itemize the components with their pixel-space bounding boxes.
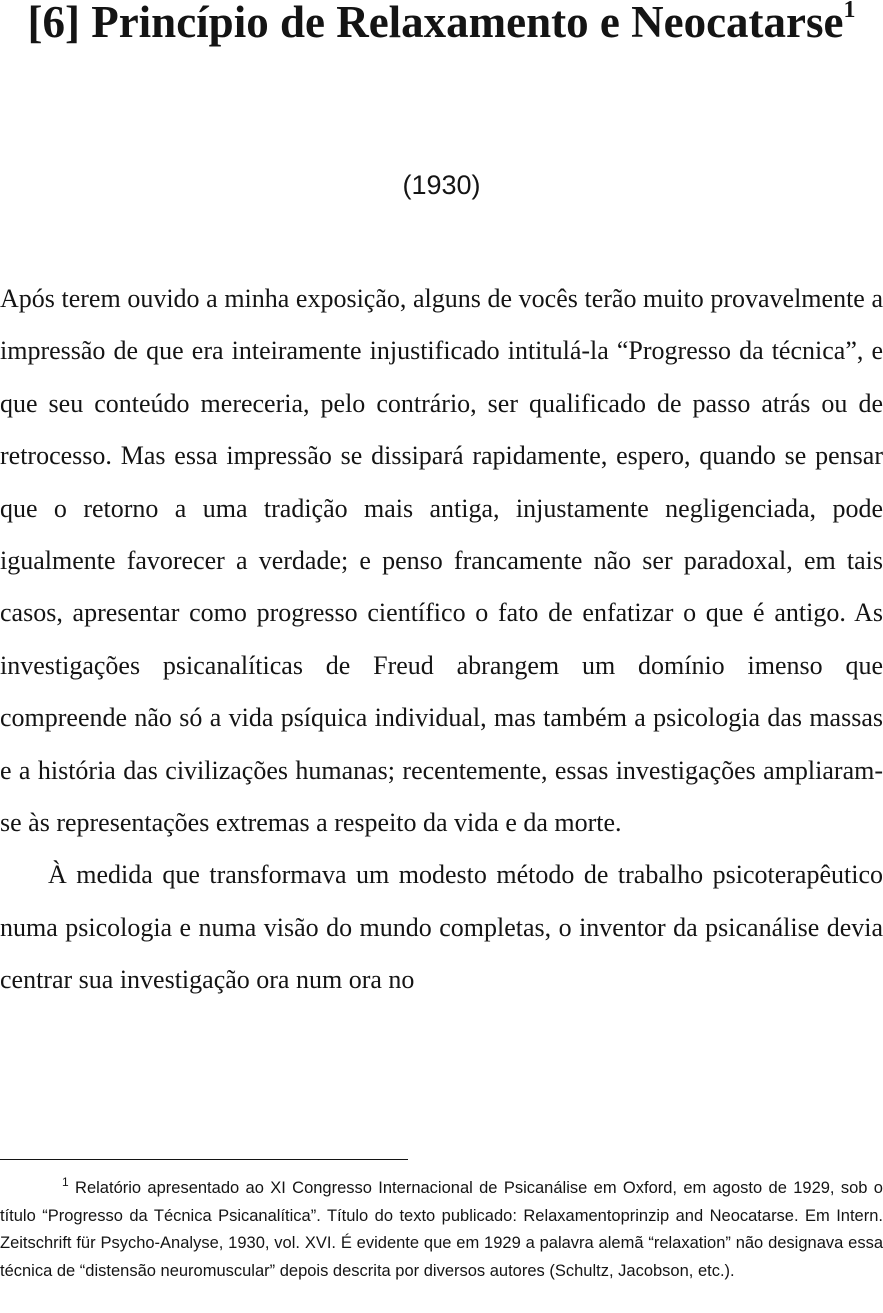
chapter-year: (1930) (402, 170, 481, 200)
paragraph-2: À medida que transformava um modesto método de trabalho psicoterapêutico numa psicologia e numa visão do mundo completas, o inventor da psicanálise devia centrar sua investigação ora num ora no (0, 860, 883, 995)
footnote (0, 1175, 883, 1285)
chapter-title (0, 0, 883, 52)
footnote-marker: 1 (62, 1175, 69, 1189)
paragraph-1: Após terem ouvido a minha exposição, alguns de vocês terão muito provavelmente a impressão de que era inteiramente injustificado intitulá-la “Progresso da técnica”, e que seu conteúdo mereceria, pelo contrário, ser qualificado de passo atrás ou de retrocesso. Mas essa impressão se dissipará rapidamente, espero, quando se pensar que o retorno a uma tradição mais antiga, injustamente negligenciada, pode igualmente favorecer a verdade; e penso francamente não ser paradoxal, em tais casos, apresentar como progresso científico o fato de enfatizar o que é antigo. As investigações psicanalíticas de Freud abrangem um domínio imenso que compreende não só a vida psíquica individual, mas também a psicologia das massas e a história das civilizações humanas; recentemente, essas investigações ampliaram-se às representações extremas a respeito da vida e da morte. (0, 284, 883, 838)
footnote-divider (0, 1159, 408, 1160)
body-text (0, 273, 883, 1007)
title-footnote-marker[interactable]: 1 (843, 0, 856, 23)
footnote-text: Relatório apresentado ao XI Congresso Internacional de Psicanálise em Oxford, em agosto de 1929, sob o título “Progresso da Técnica Psicanalítica”. Título do texto publicado: Relaxamentoprinzip and Neocatarse. Em Intern. Zeitschrift für Psycho-Analyse, 1930, vol. XVI. É evidente que em 1929 a palavra alemã “relaxation” não designava essa técnica de “distensão neuromuscular” depois descrita por diversos autores (Schultz, Jacobson, etc.). (0, 1179, 883, 1280)
chapter-title-text: [6] Princípio de Relaxamento e Neocatarse (27, 0, 844, 47)
